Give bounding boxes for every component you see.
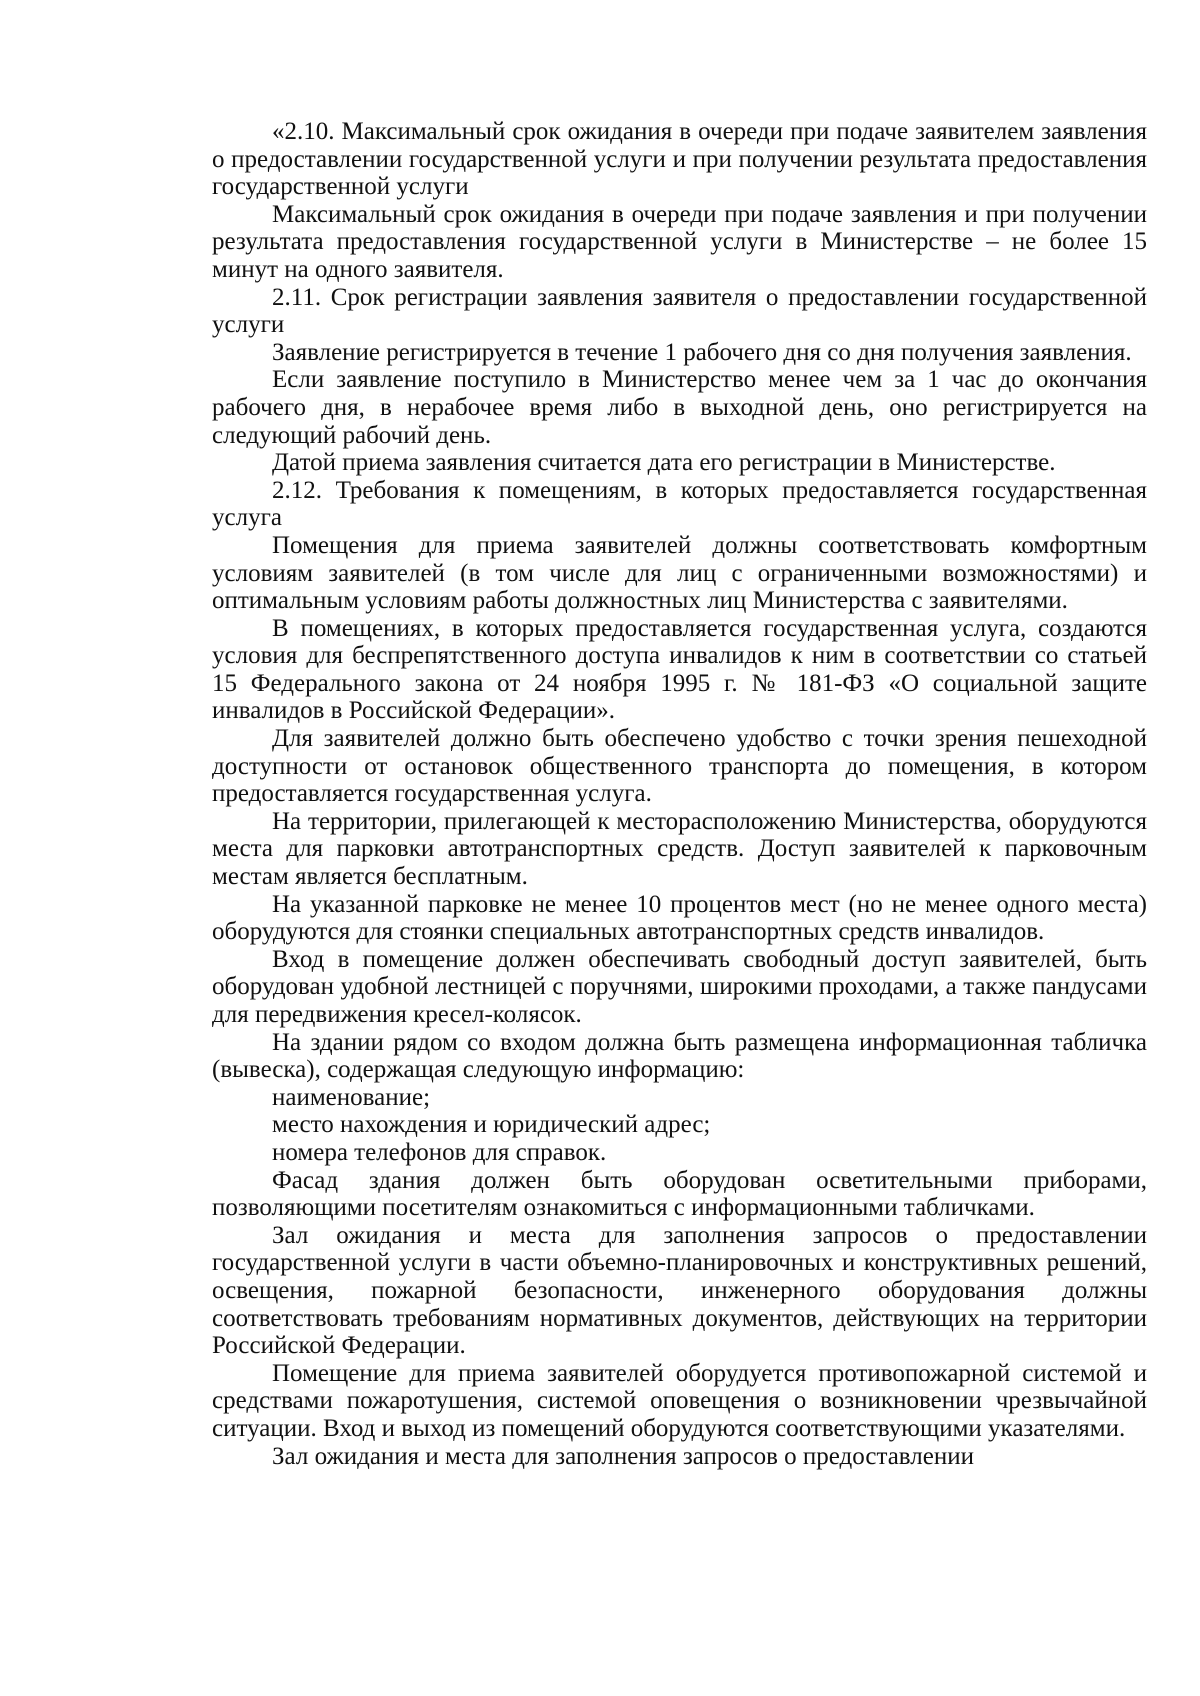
paragraph-fire-safety: Помещение для приема заявителей оборудуется противопожарной системой и средствами пожаротушения, системой оповещения о возникновении чрезвычайной ситуации. Вход и выход из помещений оборудуются соответствующими указателями. bbox=[212, 1359, 1147, 1442]
paragraph-waiting-hall-continued: Зал ожидания и места для заполнения запросов о предоставлении bbox=[272, 1442, 974, 1470]
paragraph-parking: На территории, прилегающей к месторасположению Министерства, оборудуются места для парковки автотранспортных средств. Доступ заявителей к парковочным местам является бесплатным. bbox=[212, 807, 1147, 891]
paragraph-signboard: На здании рядом со входом должна быть размещена информационная табличка (вывеска), содержащая следующую информацию: bbox=[212, 1028, 1147, 1084]
section-2-10-heading: «2.10. Максимальный срок ожидания в очереди при подаче заявителем заявления о предоставлении государственной услуги и при получении результата предоставления государственной услуги bbox=[212, 118, 1147, 201]
paragraph-premises-comfort: Помещения для приема заявителей должны соответствовать комфортным условиям заявителей (в том числе для лиц с ограниченными возможностями) и оптимальным условиям работы должностных лиц Министерства с заявителями. bbox=[212, 531, 1147, 615]
paragraph-entrance: Вход в помещение должен обеспечивать свободный доступ заявителей, быть оборудован удобной лестницей с поручнями, широкими проходами, а также пандусами для передвижения кресел-колясок. bbox=[212, 945, 1147, 1028]
paragraph-pedestrian-access: Для заявителей должно быть обеспечено удобство с точки зрения пешеходной доступности от остановок общественного транспорта до помещения, в котором предоставляется государственная услуга. bbox=[212, 725, 1147, 808]
list-item-address: место нахождения и юридический адрес; bbox=[272, 1111, 711, 1139]
list-item-phones: номера телефонов для справок. bbox=[272, 1138, 607, 1166]
paragraph-receipt-date: Датой приема заявления считается дата его регистрации в Министерстве. bbox=[272, 449, 1056, 477]
section-2-11-heading: 2.11. Срок регистрации заявления заявителя о предоставлении государственной услуги bbox=[212, 283, 1147, 339]
paragraph-late-submission: Если заявление поступило в Министерство менее чем за 1 час до окончания рабочего дня, в нерабочее время либо в выходной день, оно регистрируется на следующий рабочий день. bbox=[212, 366, 1147, 449]
list-item-name: наименование; bbox=[272, 1083, 431, 1111]
paragraph-waiting-time: Максимальный срок ожидания в очереди при подаче заявления и при получении результата предоставления государственной услуги в Министерстве – не более 15 минут на одного заявителя. bbox=[212, 200, 1147, 283]
paragraph-registration-term: Заявление регистрируется в течение 1 рабочего дня со дня получения заявления. bbox=[272, 338, 1132, 366]
section-2-12-heading: 2.12. Требования к помещениям, в которых предоставляется государственная услуга bbox=[212, 476, 1147, 532]
document-page bbox=[212, 118, 1147, 1470]
paragraph-waiting-hall-requirements: Зал ожидания и места для заполнения запросов о предоставлении государственной услуги в части объемно-планировочных и конструктивных решений, освещения, пожарной безопасности, инженерного оборудования должны соответствовать требованиям нормативных документов, действующих на территории Российской Федерации. bbox=[212, 1221, 1147, 1360]
paragraph-disabled-parking: На указанной парковке не менее 10 процентов мест (но не менее одного места) оборудуются для стоянки специальных автотранспортных средств инвалидов. bbox=[212, 890, 1147, 946]
paragraph-disabled-access: В помещениях, в которых предоставляется государственная услуга, создаются условия для беспрепятственного доступа инвалидов к ним в соответствии со статьей 15 Федерального закона от 24 ноября 1995 г. № 181-ФЗ «О социальной защите инвалидов в Российской Федерации». bbox=[212, 614, 1147, 725]
paragraph-facade-lighting: Фасад здания должен быть оборудован осветительными приборами, позволяющими посетителям ознакомиться с информационными табличками. bbox=[212, 1166, 1147, 1222]
